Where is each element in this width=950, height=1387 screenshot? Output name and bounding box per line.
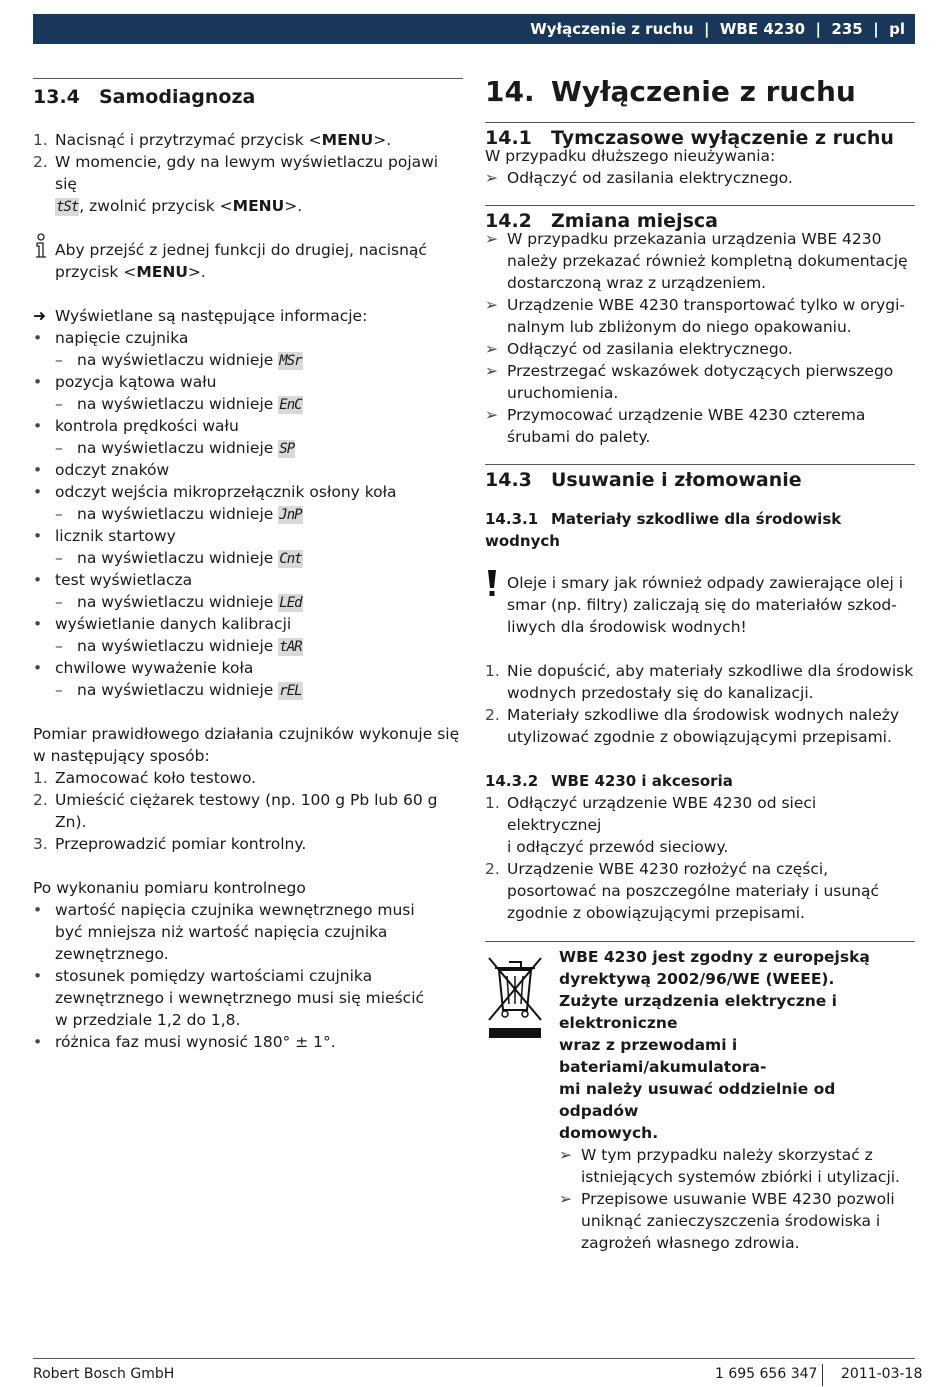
list-item: [33, 525, 463, 547]
arrow-bullet-icon: ➢: [559, 1190, 572, 1208]
item-text: wyświetlanie danych kalibracji: [55, 615, 292, 633]
item-line: utylizować zgodnie z obowiązującymi przepisami.: [507, 728, 892, 746]
item-text: [507, 660, 915, 704]
item-text: [507, 228, 915, 294]
arrow-bullet-icon: ➢: [559, 1146, 572, 1164]
item-line: zewnętrznego i wewnętrznego musi się mieścić: [55, 989, 425, 1007]
result-line: [33, 305, 463, 327]
item-text: [507, 704, 915, 748]
weee-line: wraz z przewodami i bateriami/akumulatora-: [559, 1036, 767, 1076]
key-label: MENU: [136, 263, 188, 281]
display-code: rEL: [279, 683, 302, 699]
right-column: [485, 70, 915, 1254]
footer-date: 2011-03-18: [841, 1366, 923, 1382]
bullet-icon: •: [33, 615, 43, 633]
display-code: Cnt: [279, 551, 302, 567]
footer-doc-number: 1 695 656 347: [715, 1366, 818, 1382]
list-item: [559, 1188, 915, 1254]
item-text: Umieścić ciężarek testowy (np. 100 g Pb lub 60 g Zn).: [55, 791, 438, 831]
section-number: 14.1: [485, 127, 532, 149]
subsection-number: 14.3.2: [485, 772, 539, 790]
item-text: pozycja kątowa wału: [55, 373, 217, 391]
item-text: Zamocować koło testowo.: [55, 769, 257, 787]
footer-company: Robert Bosch GmbH: [33, 1366, 175, 1382]
footer-separator: [822, 1364, 823, 1386]
dash-icon: –: [55, 351, 63, 369]
section-intro: W przypadku dłuższego nieużywania:: [485, 147, 776, 165]
list-item: [33, 129, 463, 151]
list-item: [33, 569, 463, 591]
list-item: [33, 437, 463, 459]
sub-text: na wyświetlaczu widnieje: [77, 637, 274, 655]
item-text: licznik startowy: [55, 527, 176, 545]
step-text: W momencie, gdy na lewym wyświetlaczu pojawi się: [55, 153, 439, 193]
list-item: [33, 613, 463, 635]
arrow-bullet-icon: ➢: [485, 169, 498, 187]
bullet-icon: •: [33, 1033, 43, 1051]
step-number: 2.: [485, 860, 500, 878]
after-intro: Po wykonaniu pomiaru kontrolnego: [33, 879, 306, 897]
item-text: odczyt znaków: [55, 461, 170, 479]
list-item: [33, 679, 463, 701]
step-number: 3.: [33, 835, 48, 853]
list-item: [33, 789, 463, 833]
list-item: [485, 228, 915, 294]
item-text: [77, 393, 463, 415]
item-text: test wyświetlacza: [55, 571, 193, 589]
section-title: Samodiagnoza: [99, 86, 256, 108]
after-bullet-list: [33, 899, 463, 1053]
item-line: Nie dopuścić, aby materiały szkodliwe dla środowisk: [507, 662, 914, 680]
item-text: [507, 167, 915, 189]
list-item: [485, 704, 915, 748]
section-heading-13-4: [33, 82, 463, 112]
bullet-icon: •: [33, 373, 43, 391]
list-item: [485, 858, 915, 924]
weee-line: Zużyte urządzenia elektryczne i elektroniczne: [559, 992, 837, 1032]
list-item: [485, 360, 915, 404]
display-code: tAR: [279, 639, 302, 655]
left-column: [33, 70, 463, 1053]
sub-text: na wyświetlaczu widnieje: [77, 395, 274, 413]
weee-line: dyrektywą 2002/96/WE (WEEE).: [559, 970, 835, 988]
key-label: MENU: [232, 197, 285, 215]
item-line: posortować na poszczególne materiały i usunąć: [507, 882, 880, 900]
item-line: Materiały szkodliwe dla środowisk wodnych należy: [507, 706, 900, 724]
item-text: [507, 338, 915, 360]
item-line: W przypadku przekazania urządzenia WBE 4230: [507, 230, 882, 248]
item-line: uruchomienia.: [507, 384, 619, 402]
list-item: [33, 459, 463, 481]
item-line: Odłączyć od zasilania elektrycznego.: [507, 340, 793, 358]
item-line: Przepisowe usuwanie WBE 4230 pozwoli: [581, 1190, 895, 1208]
accessory-steps-list: [485, 792, 915, 924]
page-header: Wyłączenie z ruchu | WBE 4230 | 235 | pl: [33, 14, 915, 44]
measure-intro: w następujący sposób:: [33, 747, 210, 765]
item-text: [77, 635, 463, 657]
item-line: istniejących systemów zbiórki i utylizacji.: [581, 1168, 900, 1186]
item-text: [77, 591, 463, 613]
item-text: [581, 1144, 915, 1188]
sub-text: na wyświetlaczu widnieje: [77, 681, 274, 699]
step-number: 1.: [485, 794, 500, 812]
item-line: wartość napięcia czujnika wewnętrznego musi: [55, 901, 415, 919]
list-item: [33, 965, 463, 1031]
bullet-icon: •: [33, 967, 43, 985]
item-text: [55, 965, 463, 1031]
bullet-icon: •: [33, 571, 43, 589]
item-text: [507, 404, 915, 448]
step-text: , zwolnić przycisk <: [79, 197, 233, 215]
arrow-bullet-icon: ➢: [485, 296, 498, 314]
item-text: [77, 679, 463, 701]
arrow-bullet-icon: ➢: [485, 340, 498, 358]
info-note: [33, 239, 463, 283]
display-code: JnP: [279, 507, 302, 523]
section-title: Zmiana miejsca: [551, 210, 718, 232]
list-item: [33, 349, 463, 371]
list-item: [33, 833, 463, 855]
item-line: zgodnie z obowiązującymi przepisami.: [507, 904, 805, 922]
item-line: W tym przypadku należy skorzystać z: [581, 1146, 873, 1164]
section-title: Usuwanie i złomowanie: [551, 469, 802, 491]
item-line: należy przekazać również kompletną dokumentację: [507, 252, 908, 270]
list-item: [33, 1031, 463, 1053]
chapter-number: 14.: [485, 75, 535, 108]
display-code: LEd: [279, 595, 302, 611]
display-code: MSr: [279, 353, 302, 369]
list-item: [33, 481, 463, 503]
list-item: [33, 547, 463, 569]
item-text: [507, 792, 915, 858]
item-text: napięcie czujnika: [55, 329, 189, 347]
list-item: [485, 338, 915, 360]
step-number: 1.: [33, 769, 48, 787]
section-number: 13.4: [33, 86, 80, 108]
item-text: [77, 547, 463, 569]
disposal-steps-list: [485, 660, 915, 748]
list-item: [485, 792, 915, 858]
section-number: 14.3: [485, 469, 532, 491]
list-item: [485, 404, 915, 448]
dash-icon: –: [55, 395, 63, 413]
display-code: SP: [279, 441, 295, 457]
item-text: [77, 503, 463, 525]
arrow-bullet-icon: ➢: [485, 406, 498, 424]
item-text: chwilowe wyważenie koła: [55, 659, 254, 677]
subsection-title: Materiały szkodliwe dla środowisk wodnych: [485, 510, 842, 550]
item-line: wodnych przedostały się do kanalizacji.: [507, 684, 814, 702]
item-line: uniknąć zanieczyszczenia środowiska i: [581, 1212, 881, 1230]
section-rule: [33, 78, 463, 79]
item-line: w przedziale 1,2 do 1,8.: [55, 1011, 241, 1029]
dash-icon: –: [55, 549, 63, 567]
item-line: być mniejsza niż wartość napięcia czujnika: [55, 923, 388, 941]
item-text: Przeprowadzić pomiar kontrolny.: [55, 835, 307, 853]
bullet-icon: •: [33, 527, 43, 545]
warning-line: Oleje i smary jak również odpady zawierające olej i: [507, 574, 904, 592]
subsection-heading-14-3-2: [485, 770, 915, 792]
item-line: Urządzenie WBE 4230 rozłożyć na części,: [507, 860, 829, 878]
item-line: zagrożeń własnego zdrowia.: [581, 1234, 800, 1252]
item-line: Odłączyć urządzenie WBE 4230 od sieci elektrycznej: [507, 794, 817, 834]
list-item: [559, 1144, 915, 1188]
display-code: EnC: [279, 397, 302, 413]
chapter-title: Wyłączenie z ruchu: [551, 75, 856, 108]
info-bullet-list: [33, 327, 463, 701]
info-text: przycisk <: [55, 263, 137, 281]
weee-line: mi należy usuwać oddzielnie od odpadów: [559, 1080, 836, 1120]
subsection-title: WBE 4230 i akcesoria: [551, 772, 733, 790]
list-item: [33, 393, 463, 415]
section-heading-14-3: [485, 465, 915, 495]
bullet-icon: •: [33, 329, 43, 347]
subsection-number: 14.3.1: [485, 510, 539, 528]
subsection-heading-14-3-1: [485, 508, 915, 552]
weee-line: WBE 4230 jest zgodny z europejską: [559, 948, 870, 966]
sub-text: na wyświetlaczu widnieje: [77, 351, 274, 369]
result-text: Wyświetlane są następujące informacje:: [55, 307, 368, 325]
list-item: [33, 635, 463, 657]
item-text: [55, 1031, 463, 1053]
item-line: różnica faz musi wynosić 180° ± 1°.: [55, 1033, 336, 1051]
arrow-bullet-icon: ➢: [485, 362, 498, 380]
dash-icon: –: [55, 505, 63, 523]
item-line: śrubami do palety.: [507, 428, 651, 446]
item-line: Przymocować urządzenie WBE 4230 czterema: [507, 406, 866, 424]
list-item: [485, 167, 915, 189]
item-line: zewnętrznego.: [55, 945, 169, 963]
sub-text: na wyświetlaczu widnieje: [77, 549, 274, 567]
list-item: [485, 294, 915, 338]
list-item: [33, 899, 463, 965]
list-item: [485, 660, 915, 704]
warning-line: smar (np. filtry) zaliczają się do materiałów szkod-: [507, 596, 897, 614]
arrow-bullet-icon: ➢: [485, 230, 498, 248]
list-item: [33, 415, 463, 437]
list-item: [33, 327, 463, 349]
item-line: Urządzenie WBE 4230 transportować tylko w orygi-: [507, 296, 905, 314]
warning-line: liwych dla środowisk wodnych!: [507, 618, 747, 636]
list-item: [33, 591, 463, 613]
step-text: >.: [373, 131, 392, 149]
measure-intro: Pomiar prawidłowego działania czujników wykonuje się: [33, 725, 460, 743]
item-text: [507, 360, 915, 404]
warning-note: [485, 572, 915, 638]
step-text: >.: [284, 197, 303, 215]
item-line: i odłączyć przewód sieciowy.: [507, 838, 729, 856]
item-text: [581, 1188, 915, 1254]
exclamation-icon: [485, 572, 507, 638]
bullet-icon: •: [33, 483, 43, 501]
display-code: tSt: [56, 199, 79, 215]
list-item: [33, 503, 463, 525]
bullet-icon: •: [33, 417, 43, 435]
sub-text: na wyświetlaczu widnieje: [77, 593, 274, 611]
instruction-list: [485, 167, 915, 189]
sub-text: na wyświetlaczu widnieje: [77, 439, 274, 457]
section-title: Tymczasowe wyłączenie z ruchu: [551, 127, 894, 149]
chapter-heading: [485, 70, 915, 114]
item-line: dostarczoną wraz z urządzeniem.: [507, 274, 767, 292]
item-text: odczyt wejścia mikroprzełącznik osłony koła: [55, 483, 397, 501]
list-item: [33, 371, 463, 393]
item-line: Odłączyć od zasilania elektrycznego.: [507, 169, 793, 187]
item-text: [77, 437, 463, 459]
step-number: 2.: [33, 791, 48, 809]
item-line: nalnym lub zbliżonym do niego opakowaniu.: [507, 318, 852, 336]
bullet-icon: •: [33, 901, 43, 919]
item-text: [55, 899, 463, 965]
step-number: 2.: [33, 153, 48, 171]
section-rule: [485, 941, 915, 942]
item-text: [507, 858, 915, 924]
crossed-bin-icon: [485, 952, 545, 1044]
measure-steps-list: [33, 767, 463, 855]
bullet-icon: •: [33, 659, 43, 677]
weee-notice: [485, 946, 915, 1254]
footer-rule: [33, 1358, 915, 1359]
bullet-icon: •: [33, 461, 43, 479]
item-text: [77, 349, 463, 371]
item-text: kontrola prędkości wału: [55, 417, 239, 435]
item-line: stosunek pomiędzy wartościami czujnika: [55, 967, 373, 985]
sub-text: na wyświetlaczu widnieje: [77, 505, 274, 523]
section-number: 14.2: [485, 210, 532, 232]
list-item: [33, 657, 463, 679]
instruction-list: [485, 228, 915, 448]
step-number: 1.: [485, 662, 500, 680]
step-number: 1.: [33, 131, 48, 149]
weee-line: domowych.: [559, 1124, 659, 1142]
item-text: [507, 294, 915, 338]
dash-icon: –: [55, 637, 63, 655]
dash-icon: –: [55, 439, 63, 457]
step-text: Nacisnąć i przytrzymać przycisk <: [55, 131, 322, 149]
info-text: >.: [187, 263, 206, 281]
item-line: Przestrzegać wskazówek dotyczących pierwszego: [507, 362, 894, 380]
arrow-right-icon: ➜: [33, 307, 46, 325]
dash-icon: –: [55, 681, 63, 699]
list-item: [33, 767, 463, 789]
key-label: MENU: [321, 131, 374, 149]
dash-icon: –: [55, 593, 63, 611]
info-icon: [33, 239, 55, 283]
list-item: [33, 151, 463, 217]
step-number: 2.: [485, 706, 500, 724]
info-text: Aby przejść z jednej funkcji do drugiej, nacisnąć: [55, 241, 427, 259]
